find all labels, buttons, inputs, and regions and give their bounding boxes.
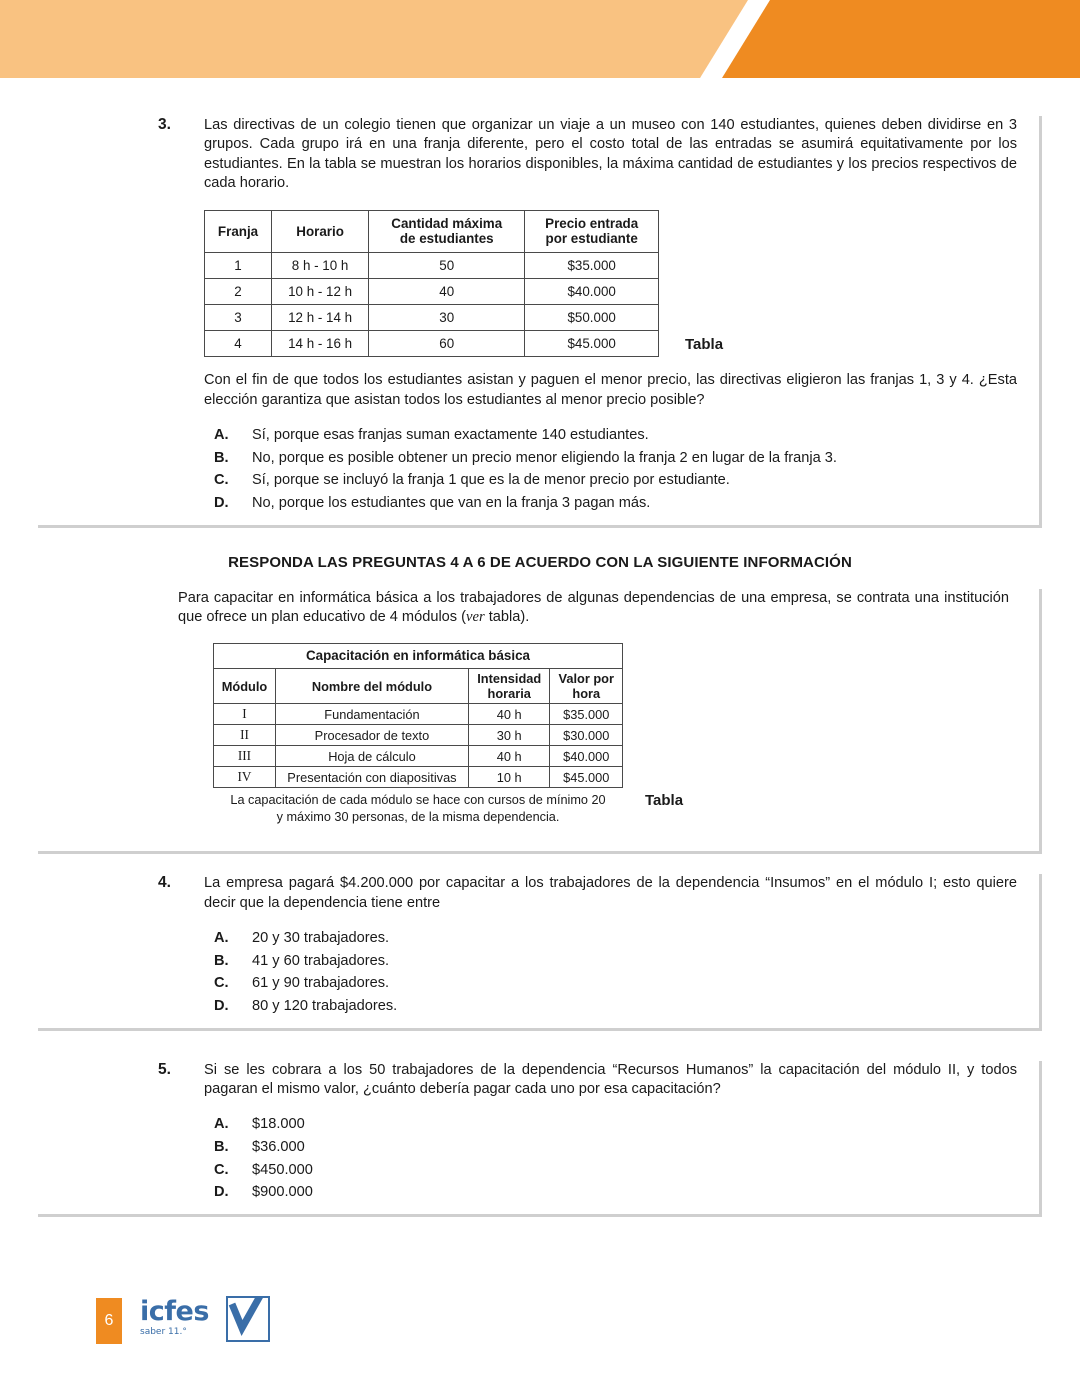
question-5-body	[204, 1061, 1039, 1204]
section-intro-block	[38, 589, 1042, 855]
option-b[interactable]	[204, 1136, 1017, 1159]
capacitacion-header-row	[214, 669, 623, 704]
cell-valor: $35.000	[550, 704, 623, 725]
cell-nombre: Fundamentación	[275, 704, 468, 725]
question-3-body	[204, 116, 1039, 515]
page-number-tab: 6	[96, 1298, 122, 1344]
cell-modulo: IV	[214, 767, 276, 788]
cell-intensidad: 10 h	[468, 767, 550, 788]
capacitacion-table	[213, 643, 623, 788]
question-5-number: 5.	[158, 1060, 171, 1078]
option-d[interactable]	[204, 1181, 1017, 1204]
icfes-tagline: saber 11.°	[140, 1327, 187, 1337]
intro-part-1: Para capacitar en informática básica a los trabajadores de algunas dependencias de una empresa, se contrata una institución que ofrece un plan educativo de 4 módulos (	[178, 589, 1009, 625]
option-d-letter: D.	[214, 997, 229, 1014]
capacitacion-table-body	[214, 704, 623, 788]
capacitacion-header-intensidad: Intensidad horaria	[468, 669, 550, 704]
top-spacer	[0, 78, 1080, 116]
franjas-table-caption: Tabla	[685, 336, 724, 354]
page-header-banner	[0, 0, 1080, 78]
option-a[interactable]	[204, 927, 1017, 950]
cell-intensidad: 40 h	[468, 704, 550, 725]
franjas-header-horario: Horario	[272, 210, 369, 253]
option-a-letter: A.	[214, 1116, 229, 1133]
cell-horario: 14 h - 16 h	[272, 331, 369, 357]
franjas-table-header-row	[205, 210, 659, 253]
question-4-stem: La empresa pagará $4.200.000 por capacitar a los trabajadores de la dependencia “Insumos” en el módulo I; esto quiere decir que la dependencia tiene entre	[204, 875, 1017, 911]
option-d[interactable]	[204, 995, 1017, 1018]
capacitacion-table-group	[213, 643, 623, 825]
cell-nombre: Presentación con diapositivas	[275, 767, 468, 788]
intro-part-2: tabla).	[484, 608, 530, 625]
capacitacion-table-title: Capacitación en informática básica	[214, 644, 623, 669]
option-d-letter: D.	[214, 1184, 229, 1201]
option-c-letter: C.	[214, 1161, 229, 1178]
option-d-letter: D.	[214, 494, 229, 511]
capacitacion-header-valor: Valor por hora	[550, 669, 623, 704]
cell-precio: $40.000	[525, 279, 659, 305]
intro-italic-ver: ver	[466, 608, 485, 625]
cell-franja: 3	[205, 305, 272, 331]
option-c[interactable]	[204, 1159, 1017, 1182]
option-d-text: $900.000	[252, 1184, 313, 1201]
table-row	[214, 767, 623, 788]
capacitacion-header-modulo: Módulo	[214, 669, 276, 704]
option-a-letter: A.	[214, 930, 229, 947]
spacer-between-q4-q5	[0, 1031, 1080, 1061]
question-3-row	[38, 116, 1039, 515]
option-c-text: 61 y 90 trabajadores.	[252, 975, 390, 992]
cell-franja: 1	[205, 253, 272, 279]
cell-horario: 12 h - 14 h	[272, 305, 369, 331]
option-a-text: 20 y 30 trabajadores.	[252, 930, 390, 947]
capacitacion-title-row	[214, 644, 623, 669]
option-d-text: No, porque los estudiantes que van en la franja 3 pagan más.	[252, 494, 651, 511]
question-4-number: 4.	[158, 874, 171, 892]
cell-franja: 4	[205, 331, 272, 357]
question-5-row	[38, 1061, 1039, 1204]
question-block-5	[38, 1061, 1042, 1217]
cell-precio: $45.000	[525, 331, 659, 357]
cell-precio: $50.000	[525, 305, 659, 331]
option-c[interactable]	[204, 469, 1017, 492]
question-5-options	[204, 1113, 1017, 1203]
question-3-number: 3.	[158, 116, 171, 133]
table-row	[205, 305, 659, 331]
option-b-letter: B.	[214, 1138, 229, 1155]
icfes-wordmark: icfes	[140, 1296, 209, 1327]
option-a-letter: A.	[214, 427, 229, 444]
question-4-body	[204, 874, 1039, 1017]
capacitacion-header-nombre: Nombre del módulo	[275, 669, 468, 704]
option-c[interactable]	[204, 972, 1017, 995]
cell-intensidad: 30 h	[468, 725, 550, 746]
option-b-letter: B.	[214, 952, 229, 969]
cell-valor: $40.000	[550, 746, 623, 767]
cell-nombre: Procesador de texto	[275, 725, 468, 746]
capacitacion-table-head	[214, 644, 623, 704]
cell-cantidad: 60	[369, 331, 525, 357]
franjas-header-precio: Precio entrada por estudiante	[525, 210, 659, 253]
cell-cantidad: 50	[369, 253, 525, 279]
option-b[interactable]	[204, 447, 1017, 470]
franjas-header-franja: Franja	[205, 210, 272, 253]
option-b-text: No, porque es posible obtener un precio menor eligiendo la franja 2 en lugar de la franja 3.	[252, 449, 837, 466]
checkmark-icon	[226, 1296, 270, 1342]
cell-horario: 10 h - 12 h	[272, 279, 369, 305]
section-heading: RESPONDA LAS PREGUNTAS 4 A 6 DE ACUERDO CON LA SIGUIENTE INFORMACIÓN	[228, 553, 852, 571]
cell-modulo: III	[214, 746, 276, 767]
option-b[interactable]	[204, 950, 1017, 973]
capacitacion-table-caption: Tabla	[645, 792, 684, 810]
cell-cantidad: 30	[369, 305, 525, 331]
option-a[interactable]	[204, 1113, 1017, 1136]
option-b-text: 41 y 60 trabajadores.	[252, 952, 390, 969]
option-b-letter: B.	[214, 449, 229, 466]
franjas-header-cantidad: Cantidad máxima de estudiantes	[369, 210, 525, 253]
cell-modulo: I	[214, 704, 276, 725]
question-block-4	[38, 874, 1042, 1030]
cell-cantidad: 40	[369, 279, 525, 305]
option-a-text: Sí, porque esas franjas suman exactamente 140 estudiantes.	[252, 427, 649, 444]
question-block-3	[38, 116, 1042, 528]
question-4-options	[204, 927, 1017, 1017]
question-3-table-wrap	[204, 210, 1017, 358]
capacitacion-table-wrap	[213, 643, 1039, 825]
cell-nombre: Hoja de cálculo	[275, 746, 468, 767]
option-a-text: $18.000	[252, 1116, 305, 1133]
option-d[interactable]	[204, 492, 1017, 515]
cell-precio: $35.000	[525, 253, 659, 279]
cell-valor: $30.000	[550, 725, 623, 746]
icfes-logo	[140, 1298, 260, 1337]
franjas-table-head	[205, 210, 659, 253]
table-row	[205, 279, 659, 305]
question-5-stem: Si se les cobrara a los 50 trabajadores de la dependencia “Recursos Humanos” la capacitación del módulo II, y todos pagaran el mismo valor, ¿cuánto debería pagar cada uno por esa capacitación?	[204, 1061, 1017, 1097]
table-row	[205, 331, 659, 357]
note-line-1: La capacitación de cada módulo se hace con cursos de mínimo 20	[230, 793, 606, 808]
table-row	[214, 746, 623, 767]
table-row	[214, 725, 623, 746]
spacer-after-intro	[0, 854, 1080, 874]
cell-modulo: II	[214, 725, 276, 746]
option-c-text: $450.000	[252, 1161, 313, 1178]
question-3-stem-2: Con el fin de que todos los estudiantes asistan y paguen el menor precio, las directivas eligieron las franjas 1, 3 y 4. ¿Esta elección garantiza que asistan todos los estudiantes al menor precio posible?	[204, 372, 1017, 408]
table-row	[214, 704, 623, 725]
option-c-letter: C.	[214, 472, 229, 489]
capacitacion-table-note	[213, 792, 623, 825]
franjas-table	[204, 210, 659, 358]
section-intro-text	[178, 589, 1009, 628]
option-a[interactable]	[204, 424, 1017, 447]
question-3-stem: Las directivas de un colegio tienen que organizar un viaje a un museo con 140 estudiantes, quienes deben dividirse en 3 grupos. Cada grupo irá en una franja diferente, pero el costo total de las entradas se asumirá equitativamente por los estudiantes. En la tabla se muestran los horarios disponibles, la máxima cantidad de estudiantes y los precios respectivos de cada horario.	[204, 117, 1017, 192]
question-3-options	[204, 424, 1017, 514]
table-row	[205, 253, 659, 279]
cell-intensidad: 40 h	[468, 746, 550, 767]
option-c-letter: C.	[214, 975, 229, 992]
option-d-text: 80 y 120 trabajadores.	[252, 997, 398, 1014]
note-line-2: y máximo 30 personas, de la misma dependencia.	[276, 809, 560, 824]
franjas-table-body	[205, 253, 659, 357]
cell-horario: 8 h - 10 h	[272, 253, 369, 279]
question-4-row	[38, 874, 1039, 1017]
cell-valor: $45.000	[550, 767, 623, 788]
option-b-text: $36.000	[252, 1138, 305, 1155]
option-c-text: Sí, porque se incluyó la franja 1 que es la de menor precio por estudiante.	[252, 472, 730, 489]
cell-franja: 2	[205, 279, 272, 305]
page-footer	[0, 1290, 1080, 1370]
page-content	[0, 78, 1080, 1217]
